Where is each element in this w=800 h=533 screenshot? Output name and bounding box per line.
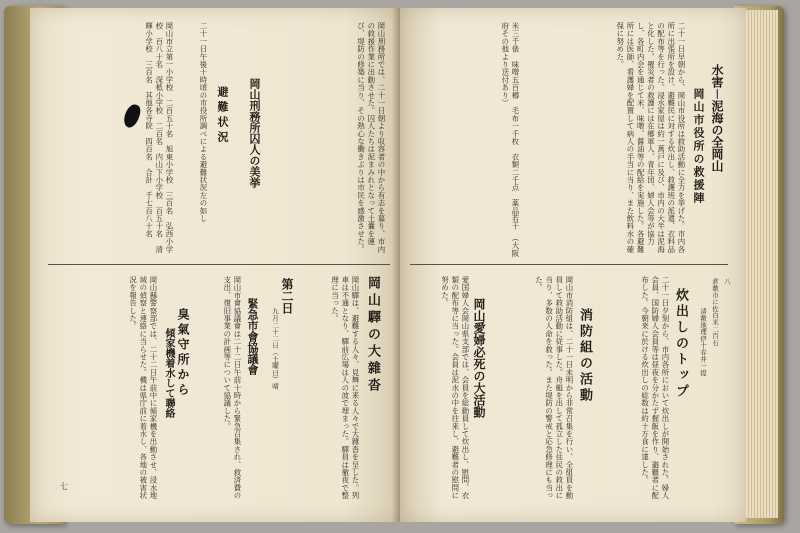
header-location: 倉敷市に佐白米二百石 bbox=[711, 278, 719, 346]
page-number-left: 七 bbox=[60, 482, 68, 491]
council-meeting-body: 岡山市會協議會は二十二日午前十時から緊急召集され、救済費の支出、復旧事業の計画等について協議した。 bbox=[222, 276, 242, 500]
police-article-body: 岡山縣警察部では、二十二日午前中に傾家機を出動させ、浸水地域の偵察と連絡に当らせた。機は県庁前に着水し、各地の被害状況を報告した。 bbox=[128, 276, 158, 500]
evacuation-title: 避難状況 bbox=[216, 86, 229, 146]
police-article-subtitle: 傾家機着水して聯絡 bbox=[163, 328, 174, 418]
flood-article-body: 二十一日早朝から、岡山市役所は救助活動に全力を挙げた。市内各所に出張所を設け、避難民に対する炊出し、救護班の派遣、衣料品の配布等を行った。浸水家屋は約一萬戸に及び、市内の大半は泥海と化した。罹災者の救護には在郷軍人、青年団、婦人会等が協力し、各町内会を通じて米、味噌、醤油等の配給を実施した。各避難所には医師、看護婦を配置して病人の手当に当り、また飲料水の確保に努めた。 bbox=[615, 22, 686, 253]
relief-supply-list: 米三千俵 味噌五百樽 毛布一千枚 衣類二千点 薬品若干 （大阪府その他より送付あり） bbox=[500, 22, 520, 257]
evacuation-list: 岡山市立第一小学校 二百五十名 旭東小学校 三百名 弘西小学校 百八十名 深柢小学校 二百名 内山下小学校 百五十名 清輝小学校 三百名 其他各寺院 四百名 合計 千七百八十名 bbox=[144, 22, 174, 253]
police-article-title: 臭氣守所から bbox=[176, 308, 190, 398]
prisoner-article-body: 岡山刑務所では、二十一日朝より収容者の中から有志を募り、市内の救援作業に出動させた。囚人たちは泥まみれとなって土嚢を運び、堤防の修築に当り、その熱心な働きぶりは市民を感激させた。 bbox=[356, 22, 386, 253]
evacuation-intro: 二十一日午後十時頃の市役所調べによる避難状況左の如し bbox=[199, 22, 208, 223]
food-distribution-body: 二十一日夕刻から、市内各所において炊出しが開始された。婦人会員、国防婦人会員等は昼夜を分かたず握飯を作り、避難者に配布した。今朝来に於ける炊出しの総数は約十万食に達した。 bbox=[640, 276, 670, 500]
column-divider bbox=[410, 264, 728, 265]
second-day-title: 第二日 bbox=[280, 278, 294, 314]
station-article-body: 岡山驛は、避難する人々、見舞に来る人々で大雜沓を呈した。列車は不通となり、驛前広場は人の波で埋まった。驛員は徹夜で整理に当った。 bbox=[330, 276, 360, 500]
food-distribution-title: 炊出しのトップ bbox=[673, 288, 688, 400]
flood-article-subtitle: 岡山市役所の救援陣 bbox=[692, 88, 705, 205]
header-number: 八 bbox=[723, 278, 731, 285]
column-divider bbox=[48, 264, 390, 265]
prisoner-article-title: 岡山刑務所囚人の美挙 bbox=[248, 78, 261, 188]
fire-brigade-title: 消防組の活動 bbox=[577, 308, 592, 404]
council-meeting-title: 緊急市會協議會 bbox=[246, 298, 259, 375]
womens-association-title: 岡山愛婦必死の大活動 bbox=[472, 298, 486, 418]
womens-association-body: 愛国婦人会岡山県支部では、会員を総動員して炊出し、慰問、衣類の配布等に当った。会員は泥水の中を往来し、避難者の慰問に努めた。 bbox=[440, 276, 470, 500]
station-article-title: 岡山驛の大雜沓 bbox=[365, 276, 380, 395]
right-page bbox=[400, 8, 746, 522]
left-page bbox=[30, 8, 400, 522]
fire-brigade-body: 岡山市消防組は、二十一日未明から非常召集を行い、全組員を動員して救助活動に従事した。舟艇を出して孤立した住民の救出に当り、多数の人命を救った。また堤防の警戒と応急修理にも当った。 bbox=[534, 276, 574, 500]
header-note: 清敷地理伊十春井一提 bbox=[699, 308, 707, 376]
second-day-date: 九月二十二日（土曜日）晴 bbox=[271, 308, 279, 390]
flood-article-title: 水害－泥海の全岡山 bbox=[710, 64, 724, 173]
